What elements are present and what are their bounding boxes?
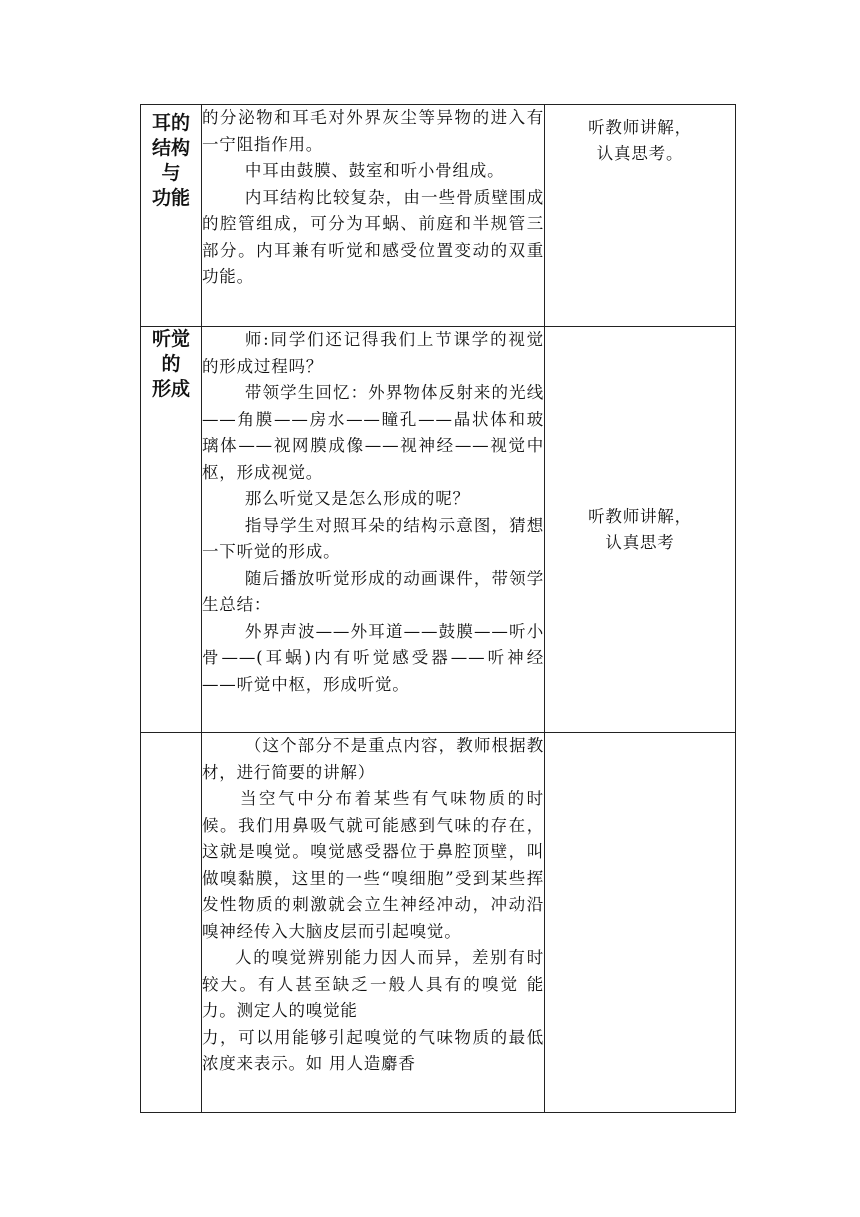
content-paragraph: 师:同学们还记得我们上节课学的视觉的形成过程吗？ — [202, 330, 544, 376]
topic-line: 听觉 — [151, 328, 190, 350]
topic-line: 与 — [161, 162, 181, 184]
content-paragraph: 外界声波——外耳道——鼓膜——听小骨——(耳蜗)内有听觉感受器——听神经——听觉中枢，形成听觉。 — [202, 621, 544, 694]
content-paragraph: （这个部分不是重点内容，教师根据教材，进行简要的讲解） — [202, 736, 544, 782]
student-activity-cell — [545, 105, 736, 327]
table-row-smell — [141, 733, 736, 1113]
lesson-plan-table — [140, 104, 736, 1113]
content-paragraph: 中耳由鼓膜、鼓室和听小骨组成。 — [244, 161, 505, 180]
teacher-activity-cell — [202, 105, 545, 327]
content-paragraph: 随后播放听觉形成的动画课件，带领学生总结： — [202, 568, 544, 614]
student-line: 听教师讲解， — [588, 506, 692, 526]
teacher-activity-cell — [202, 327, 545, 733]
topic-cell — [141, 327, 202, 733]
content-paragraph: 的分泌物和耳毛对外界灰尘等异物的进入有一宁阻指作用。 — [202, 108, 544, 154]
table-row-ear-structure — [141, 105, 736, 327]
content-paragraph: 人的嗅觉辨别能力因人而异，差别有时较大。有人甚至缺乏一般人具有的嗅觉 能力。测定人的嗅觉能 — [202, 948, 544, 1020]
content-paragraph: 指导学生对照耳朵的结构示意图，猜想一下听觉的形成。 — [202, 515, 544, 561]
topic-line: 形成 — [151, 378, 190, 400]
student-activity-cell — [545, 327, 736, 733]
student-line: 认真思考 — [605, 532, 675, 552]
content-paragraph: 力，可以用能够引起嗅觉的气味物质的最低浓度来表示。如 用人造麝香 — [202, 1027, 544, 1073]
content-paragraph: 带领学生回忆：外界物体反射来的光线——角膜——房水——瞳孔——晶状体和玻璃体——视网膜成像——视神经——视觉中枢，形成视觉。 — [202, 383, 544, 482]
content-paragraph: 内耳结构比较复杂，由一些骨质壁围成的腔管组成，可分为耳蜗、前庭和半规管三部分。内耳兼有听觉和感受位置变动的双重功能。 — [202, 187, 544, 286]
topic-line: 功能 — [151, 187, 190, 209]
topic-line: 的 — [161, 353, 181, 375]
student-activity-cell-empty — [545, 733, 736, 1113]
content-paragraph: 那么听觉又是怎么形成的呢？ — [244, 489, 470, 508]
student-line: 认真思考。 — [596, 144, 684, 163]
student-line: 听教师讲解， — [588, 118, 692, 137]
topic-line: 结构 — [151, 137, 190, 159]
table-row-hearing-formation — [141, 327, 736, 733]
topic-cell-empty — [141, 733, 202, 1113]
teacher-activity-cell — [202, 733, 545, 1113]
content-paragraph: 当空气中分布着某些有气味物质的时候。我们用鼻吸气就可能感到气味的存在，这就是嗅觉。嗅觉感受器位于鼻腔顶壁，叫做嗅黏膜，这里的一些“嗅细胞”受到某些挥发性物质的刺激就会立生神经冲动，冲动沿嗅神经传入大脑皮层而引起嗅觉。 — [202, 789, 544, 941]
topic-line: 耳的 — [151, 112, 190, 134]
topic-cell — [141, 105, 202, 327]
